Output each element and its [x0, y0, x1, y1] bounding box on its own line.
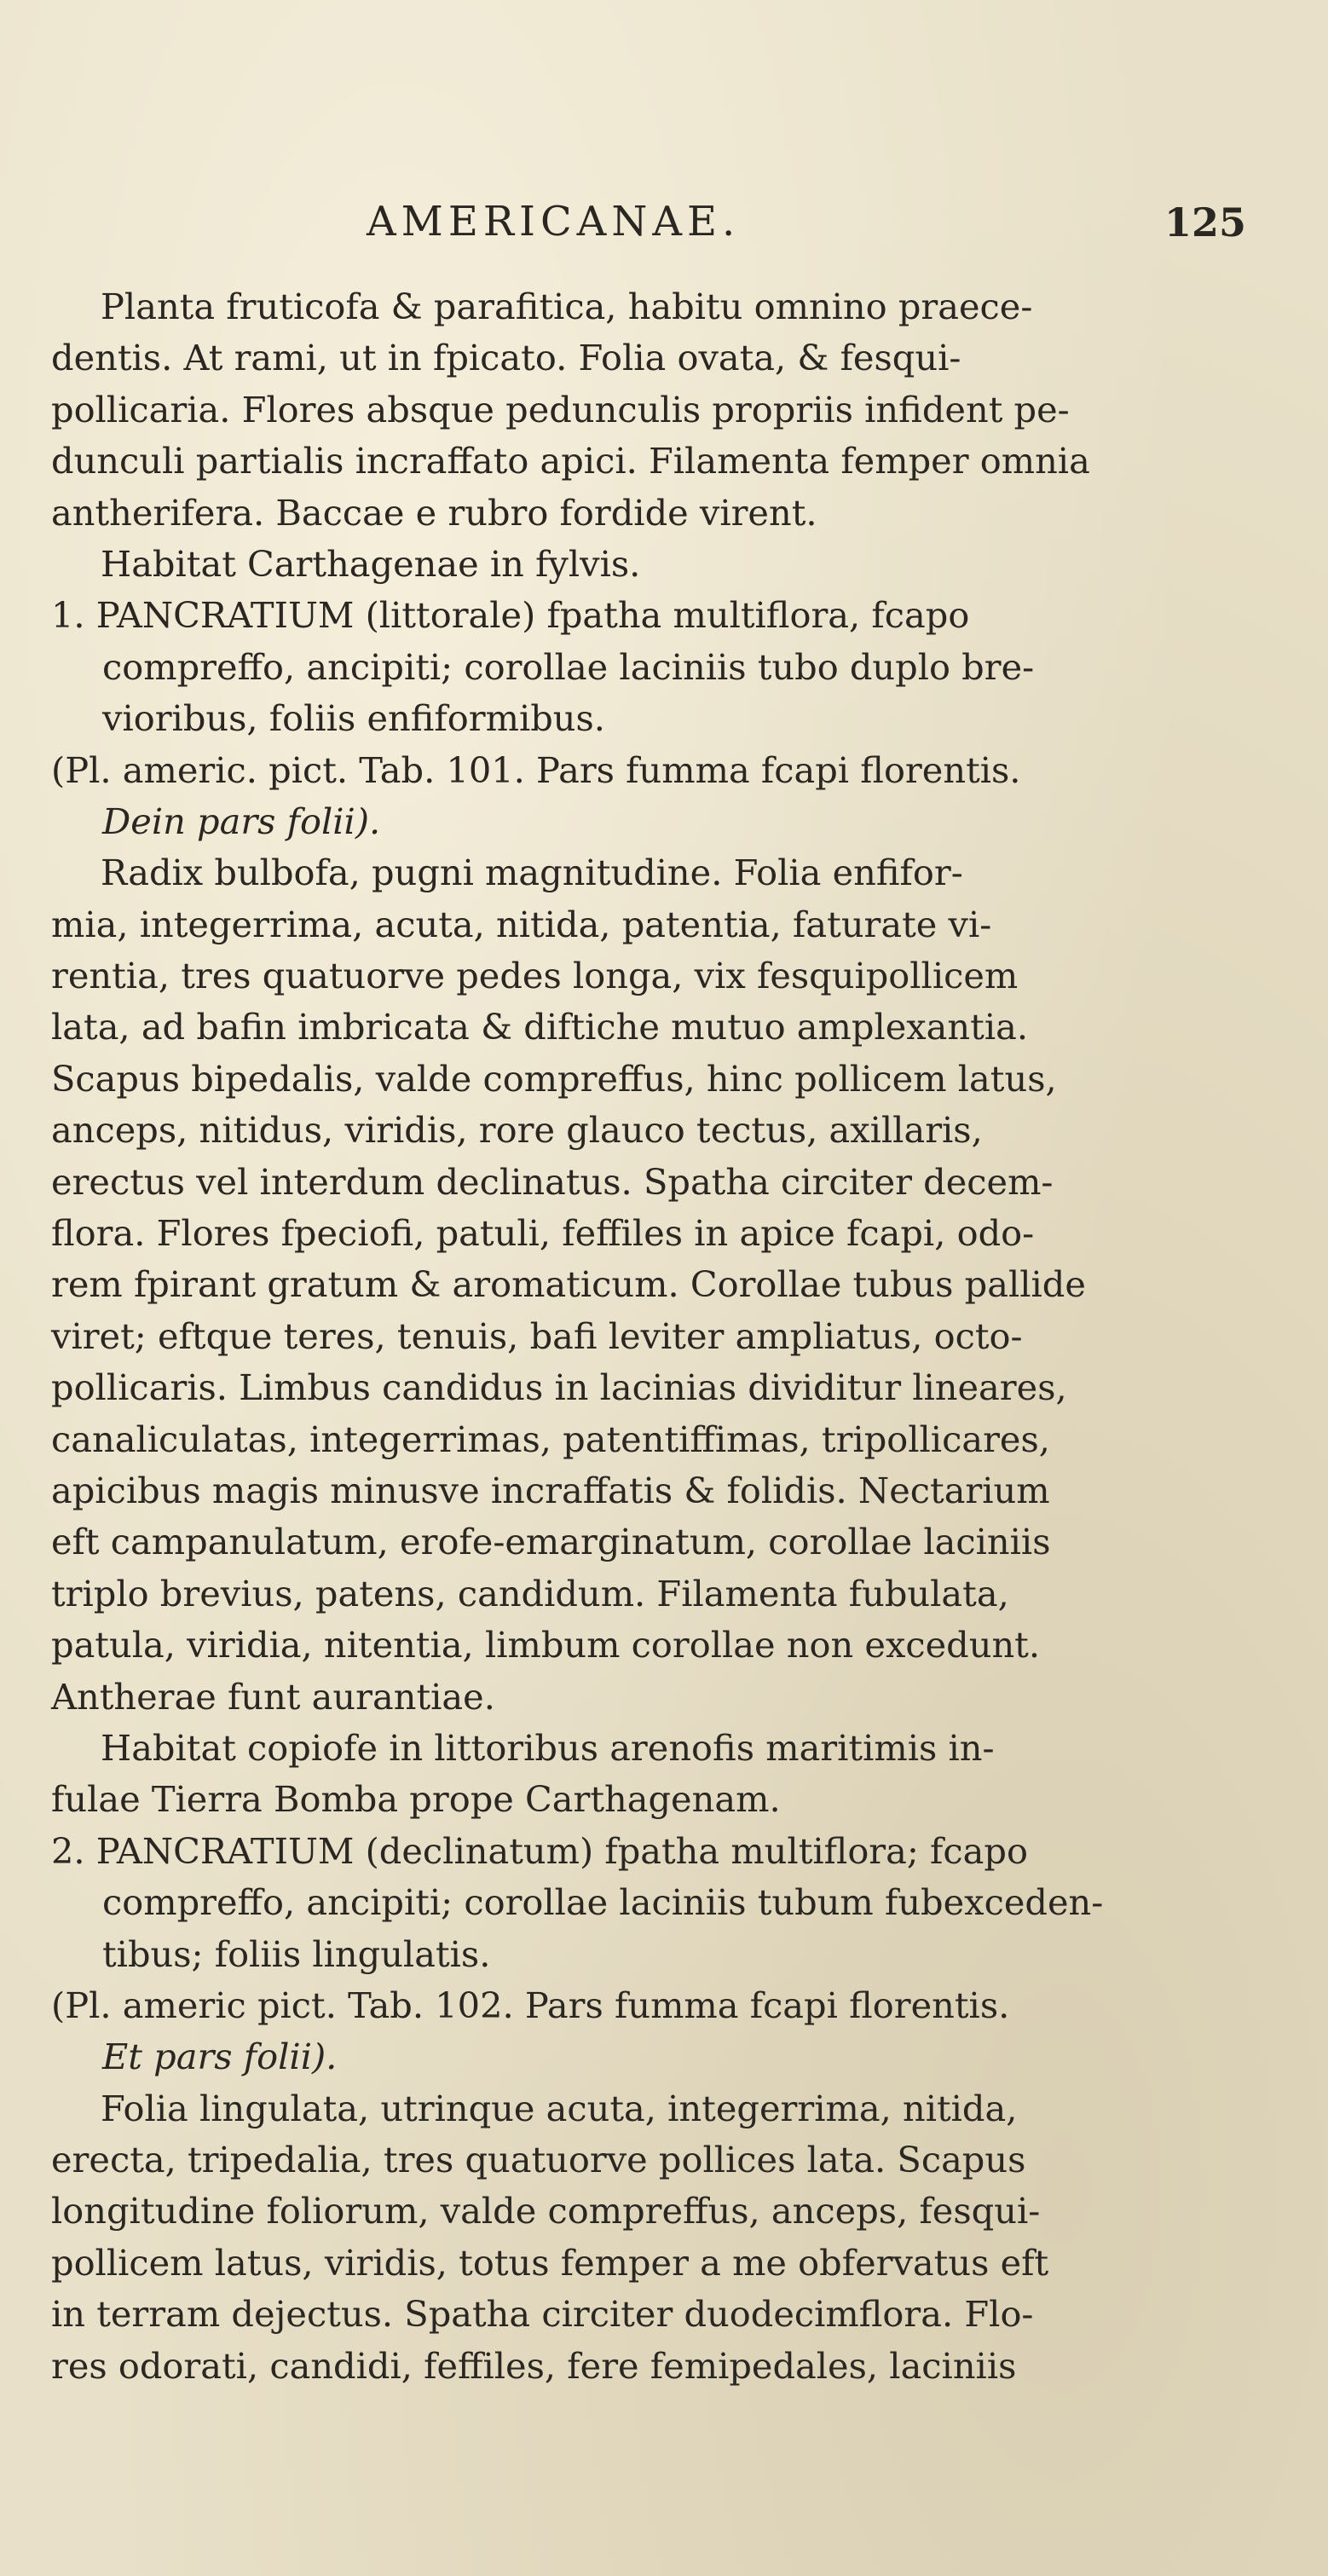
text-line: antherifera. Baccae e rubro fordide virent. [51, 491, 817, 534]
text-line: Habitat Carthagenae in fylvis. [101, 542, 641, 585]
text-line: Et pars folii). [102, 2036, 338, 2078]
text-line: (Pl. americ. pict. Tab. 101. Pars fumma fcapi florentis. [51, 748, 1021, 791]
text-line: 2. PANCRATIUM (declinatum) fpatha multiflora; fcapo [51, 1829, 1028, 1872]
text-line: dunculi partialis incraffato apici. Filamenta femper omnia [51, 440, 1090, 482]
text-line: lata, ad bafin imbricata & diftiche mutuo amplexantia. [51, 1006, 1029, 1048]
text-line: erectus vel interdum declinatus. Spatha circiter decem- [51, 1160, 1054, 1203]
text-line: longitudine foliorum, valde compreffus, anceps, fesqui- [51, 2190, 1041, 2232]
text-line: pollicaris. Limbus candidus in lacinias dividitur lineares, [51, 1366, 1067, 1409]
body-text [51, 281, 1193, 2392]
text-line: viret; eftque teres, tenuis, bafi leviter ampliatus, octo- [51, 1314, 1023, 1357]
text-line: in terram dejectus. Spatha circiter duodecimflora. Flo- [51, 2293, 1034, 2336]
text-line: pollicem latus, viridis, totus femper a me obfervatus eft [51, 2241, 1049, 2284]
text-line: triplo brevius, patens, candidum. Filamenta fubulata, [51, 1572, 1009, 1614]
text-line: dentis. At rami, ut in fpicato. Folia ovata, & fesqui- [51, 337, 961, 379]
text-line: compreffo, ancipiti; corollae laciniis tubo duplo bre- [102, 645, 1035, 688]
text-line: eft campanulatum, erofe-emarginatum, corollae laciniis [51, 1521, 1051, 1563]
text-line: tibus; foliis lingulatis. [102, 1932, 491, 1975]
text-line: rem fpirant gratum & aromaticum. Corollae tubus pallide [51, 1263, 1086, 1306]
text-line: Radix bulbofa, pugni magnitudine. Folia enfifor- [101, 852, 963, 894]
text-line: canaliculatas, integerrimas, patentiffimas, tripollicares, [51, 1418, 1050, 1460]
text-line: rentia, tres quatuorve pedes longa, vix fesquipollicem [51, 955, 1019, 997]
text-line: fulae Tierra Bomba prope Carthagenam. [51, 1778, 781, 1821]
text-line: flora. Flores fpeciofi, patuli, feffiles in apice fcapi, odo- [51, 1212, 1035, 1255]
page-header [0, 198, 1328, 266]
text-line: erecta, tripedalia, tres quatuorve pollices lata. Scapus [51, 2139, 1026, 2181]
text-line: 1. PANCRATIUM (littorale) fpatha multiflora, fcapo [51, 594, 970, 637]
text-line: Scapus bipedalis, valde compreffus, hinc pollicem latus, [51, 1057, 1057, 1100]
text-line: vioribus, foliis enfiformibus. [102, 697, 605, 740]
text-line: res odorati, candidi, feffiles, fere femipedales, laciniis [51, 2344, 1017, 2387]
text-line: Habitat copiofe in littoribus arenofis maritimis in- [101, 1726, 995, 1769]
text-line: mia, integerrima, acuta, nitida, patentia, faturate vi- [51, 903, 992, 945]
text-line: compreffo, ancipiti; corollae laciniis tubum fubexceden- [102, 1881, 1104, 1924]
page-number: 125 [1163, 199, 1246, 245]
text-line: Folia lingulata, utrinque acuta, integerrima, nitida, [101, 2087, 1018, 2129]
text-line: pollicaria. Flores absque pedunculis propriis infident pe- [51, 388, 1070, 430]
text-line: apicibus magis minusve incraffatis & folidis. Nectarium [51, 1469, 1050, 1511]
text-line: patula, viridia, nitentia, limbum corollae non excedunt. [51, 1624, 1041, 1666]
text-line: Dein pars folii). [102, 800, 381, 842]
text-line: Planta fruticofa & parafitica, habitu omnino praece- [101, 286, 1033, 327]
text-line: Antherae funt aurantiae. [51, 1675, 495, 1718]
running-title: AMERICANAE. [367, 198, 741, 245]
text-line: anceps, nitidus, viridis, rore glauco tectus, axillaris, [51, 1109, 983, 1152]
text-line: (Pl. americ pict. Tab. 102. Pars fumma fcapi florentis. [51, 1984, 1010, 2026]
